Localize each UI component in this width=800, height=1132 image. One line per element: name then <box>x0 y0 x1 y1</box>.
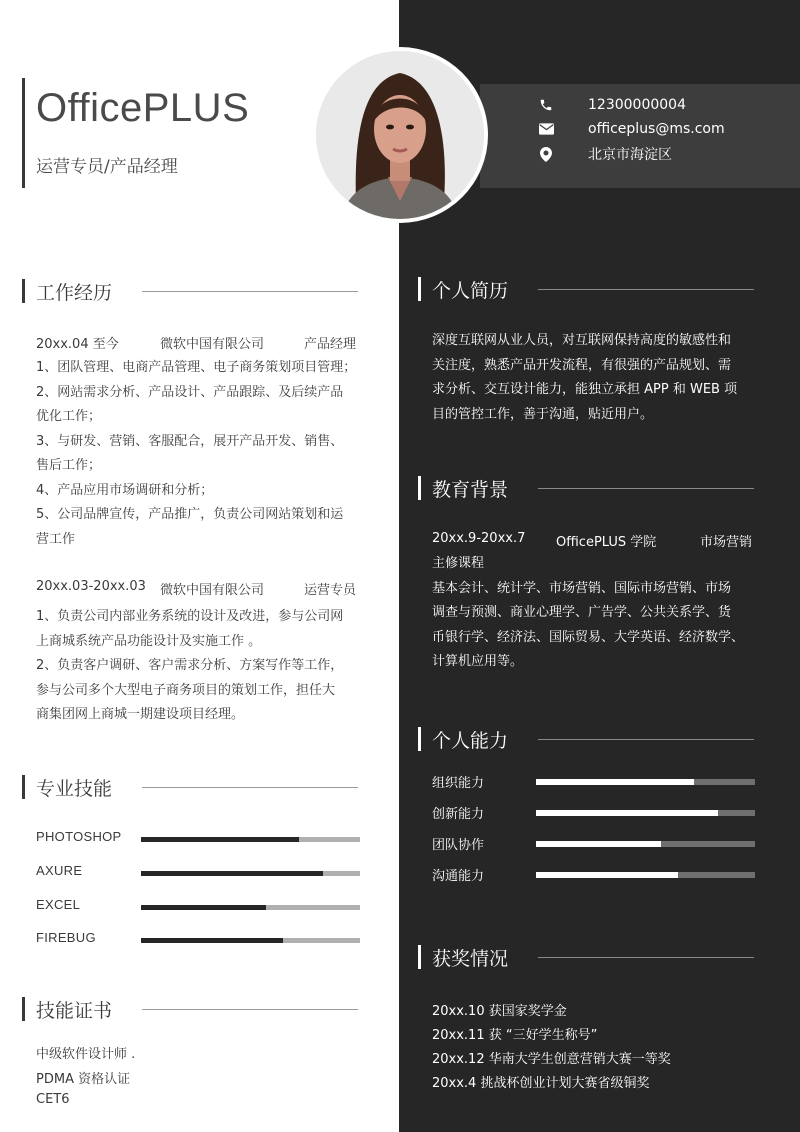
job-position: 运营专员 <box>304 583 357 598</box>
award-item: 20xx.11 获 “三好学生称号” <box>432 1028 598 1043</box>
ability-row: 创新能力 <box>432 803 756 823</box>
cert-item: CET6 <box>36 1092 70 1107</box>
education-school: OfficePLUS 学院 <box>556 535 657 550</box>
job-company: 微软中国有限公司 <box>160 337 265 352</box>
cert-item: PDMA 资格认证 <box>36 1072 131 1087</box>
job-1-description: 1、团队管理、电商产品管理、电子商务策划项目管理； 2、网站需求分析、产品设计、产品跟踪、及后续产品 优化工作； 3、与研发、营销、客服配合，展开产品开发、销售、 售后工作； 4、产品应用市场调研和分析； 5、公司品牌宣传，产品推广，负责公司网站策划和运 营工作 <box>36 360 357 547</box>
education-period: 20xx.9-20xx.7 <box>432 531 526 546</box>
job-company: 微软中国有限公司 <box>160 583 265 598</box>
contact-email-row <box>538 119 725 139</box>
section-education-title: 教育背景 <box>418 475 754 501</box>
contact-phone[interactable]: 12300000004 <box>588 97 686 113</box>
candidate-role: 运营专员/产品经理 <box>36 157 178 177</box>
section-certs-title: 技能证书 <box>22 996 358 1022</box>
skill-row: EXCEL <box>36 897 360 917</box>
job-period: 20xx.03-20xx.03 <box>36 579 146 594</box>
job-period: 20xx.04 至今 <box>36 337 119 352</box>
ability-row: 团队协作 <box>432 834 756 854</box>
contact-location: 北京市海淀区 <box>588 147 672 163</box>
job-2-description: 1、负责公司内部业务系统的设计及改进，参与公司网 上商城系统产品功能设计及实施工作 。 2、负责客户调研、客户需求分析、方案写作等工作， 参与公司多个大型电子商务项目的策划工作，担任大 商集团网上商城一期建设项目经理。 <box>36 609 344 722</box>
skill-row: AXURE <box>36 863 360 883</box>
phone-icon <box>538 97 554 113</box>
contact-email[interactable]: officeplus@ms.com <box>588 121 725 137</box>
contact-location-row <box>538 144 672 164</box>
award-item: 20xx.12 华南大学生创意营销大赛一等奖 <box>432 1052 671 1067</box>
portrait-illustration <box>316 51 484 219</box>
candidate-name: OfficePLUS <box>36 86 250 130</box>
skill-row: PHOTOSHOP <box>36 829 360 849</box>
name-accent-bar <box>22 78 25 188</box>
contact-phone-row <box>538 95 686 115</box>
envelope-icon <box>538 121 554 137</box>
section-profile-title: 个人简历 <box>418 276 754 302</box>
section-awards-title: 获奖情况 <box>418 944 754 970</box>
ability-row: 组织能力 <box>432 772 756 792</box>
ability-row: 沟通能力 <box>432 865 756 885</box>
job-1-header <box>36 333 360 353</box>
section-abilities-title: 个人能力 <box>418 726 754 752</box>
location-pin-icon <box>538 146 554 162</box>
profile-photo <box>312 47 488 223</box>
job-position: 产品经理 <box>304 337 357 352</box>
avatar <box>316 51 484 219</box>
skill-row: FIREBUG <box>36 930 360 950</box>
education-courses: 主修课程 基本会计、统计学、市场营销、国际市场营销、市场 调查与预测、商业心理学、广告学、公共关系学、货 币银行学、经济法、国际贸易、大学英语、经济数学、 计算机应用等。 <box>432 556 745 669</box>
cert-item: 中级软件设计师 . <box>36 1047 136 1062</box>
education-major: 市场营销 <box>700 535 753 550</box>
education-header <box>432 531 756 551</box>
section-work-title: 工作经历 <box>22 278 358 304</box>
job-2-header <box>36 579 360 599</box>
profile-summary: 深度互联网从业人员，对互联网保持高度的敏感性和 关注度，熟悉产品开发流程，有很强的产品规划、需 求分析、交互设计能力，能独立承担 APP 和 WEB 项 目的管控工作，善于沟通，贴近用户。 <box>432 333 738 422</box>
award-item: 20xx.4 挑战杯创业计划大赛省级铜奖 <box>432 1076 650 1091</box>
award-item: 20xx.10 获国家奖学金 <box>432 1004 567 1019</box>
section-skills-title: 专业技能 <box>22 774 358 800</box>
